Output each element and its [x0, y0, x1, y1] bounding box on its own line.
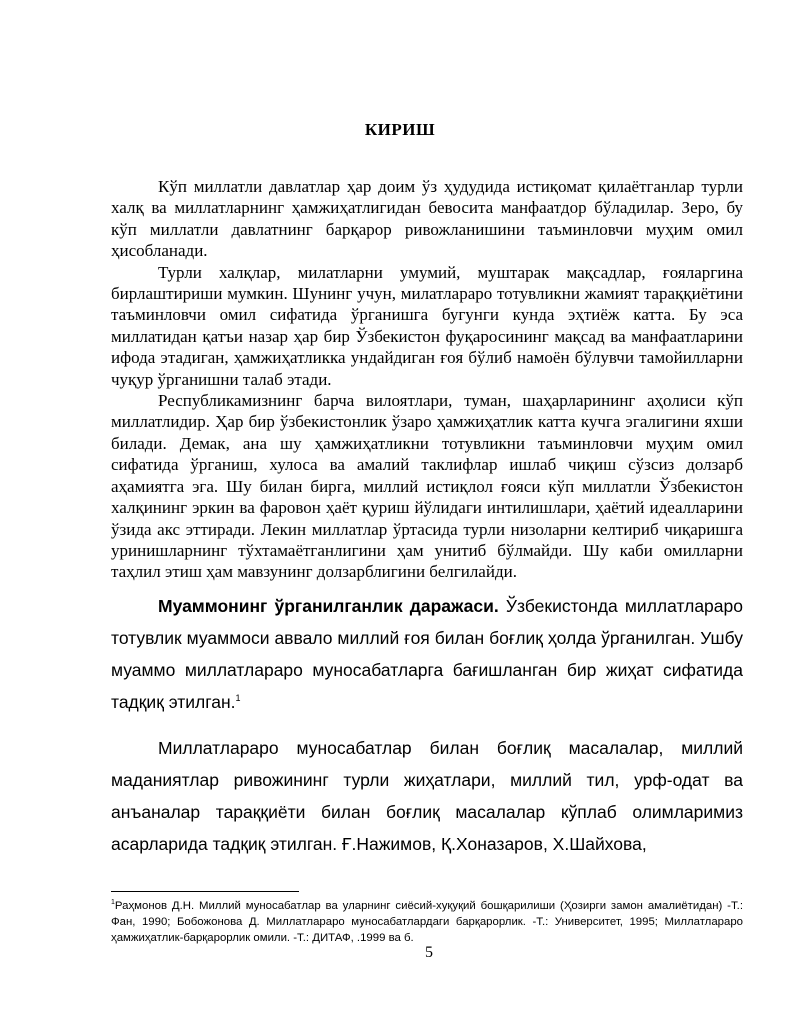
section-paragraph-1: [111, 590, 743, 718]
footnote-divider: [111, 891, 299, 892]
section-study-level: [111, 590, 743, 860]
footnote-text: Раҳмонов Д.Н. Миллий муносабатлар ва уларнинг сиёсий-хуқуқий бошқарилиши (Ҳозирги замон амалиётидан) -Т.: Фан, 1990; Бобожонова Д. Миллатлараро муносабатлардаги барқарорлик. -Т.: Университет, 1995; Миллатлараро ҳамжиҳатлик-барқарорлик омили. -Т.: ДИТАФ, .1999 ва б.: [111, 900, 743, 944]
footnote: [111, 898, 743, 946]
intro-text: [111, 176, 743, 583]
page-number: 5: [425, 944, 433, 961]
section-paragraph-2: Миллатлараро муносабатлар билан боғлиқ масалалар, миллий маданиятлар ривожининг турли жиҳатлари, миллий тил, урф-одат ва анъаналар тараққиёти билан боғлиқ масалалар кўплаб олимларимиз асарларида тадқиқ этилган. Ғ.Нажимов, Қ.Хоназаров, Х.Шайхова,: [111, 738, 743, 854]
section-heading: Муаммонинг ўрганилганлик даражаси.: [158, 596, 499, 616]
footnote-marker: 1: [111, 899, 115, 907]
footnote-reference: 1: [235, 693, 241, 704]
page-title: КИРИШ: [364, 120, 436, 139]
section-text: Ўзбекистонда миллатлараро тотувлик муаммоси аввало миллий ғоя билан боғлиқ ҳолда ўрганилган. Ушбу муаммо миллатлараро муносабатларга бағишланган бир жиҳат сифатида тадқиқ этилган.: [111, 596, 743, 712]
paragraph-3: Республикамизнинг барча вилоятлари, туман, шаҳарларининг аҳолиси кўп миллатлидир. Ҳар бир ўзбекистонлик ўзаро ҳамжиҳатлик катта кучга эгалигини яхши билади. Демак, ана шу ҳамжиҳатликни тотувликни таъминловчи муҳим омил сифатида ўрганиш, хулоса ва амалий таклифлар ишлаб чиқиш сўзсиз долзарб аҳамиятга эга. Шу билан бирга, миллий истиқлол ғояси кўп миллатли Ўзбекистон халқининг эркин ва фаровон ҳаёт қуриш йўлидаги интилишлари, ҳаётий идеалларини ўзида акс эттиради. Лекин миллатлар ўртасида турли низоларни келтириб чиқаришга уринишларнинг тўхтамаётганлигини ҳам унитиб бўлмайди. Шу каби омилларни таҳлил этиш ҳам мавзунинг долзарблигини белгилайди.: [111, 391, 743, 582]
paragraph-1: Кўп миллатли давлатлар ҳар доим ўз ҳудудида истиқомат қилаётганлар турли халқ ва миллатларнинг ҳамжиҳатлигидан бевосита манфаатдор бўладилар. Зеро, бу кўп миллатли давлатнинг барқарор ривожланишини таъминловчи муҳим омил ҳисобланади.: [111, 177, 743, 261]
paragraph-2: Турли халқлар, милатларни умумий, муштарак мақсадлар, ғояларгина бирлаштириши мумкин. Шунинг учун, милатлараро тотувликни жамият тараққиётини таъминловчи омил сифатида ўрганишга бугунги кунда эҳтиёж катта. Бу эса миллатидан қатъи назар ҳар бир Ўзбекистон фуқаросининг мақсад ва манфаатларини ифода этадиган, ҳамжиҳатликка ундайдиган ғоя бўлиб намоён бўлувчи тамойилларни чуқур ўрганишни талаб этади.: [111, 262, 743, 389]
